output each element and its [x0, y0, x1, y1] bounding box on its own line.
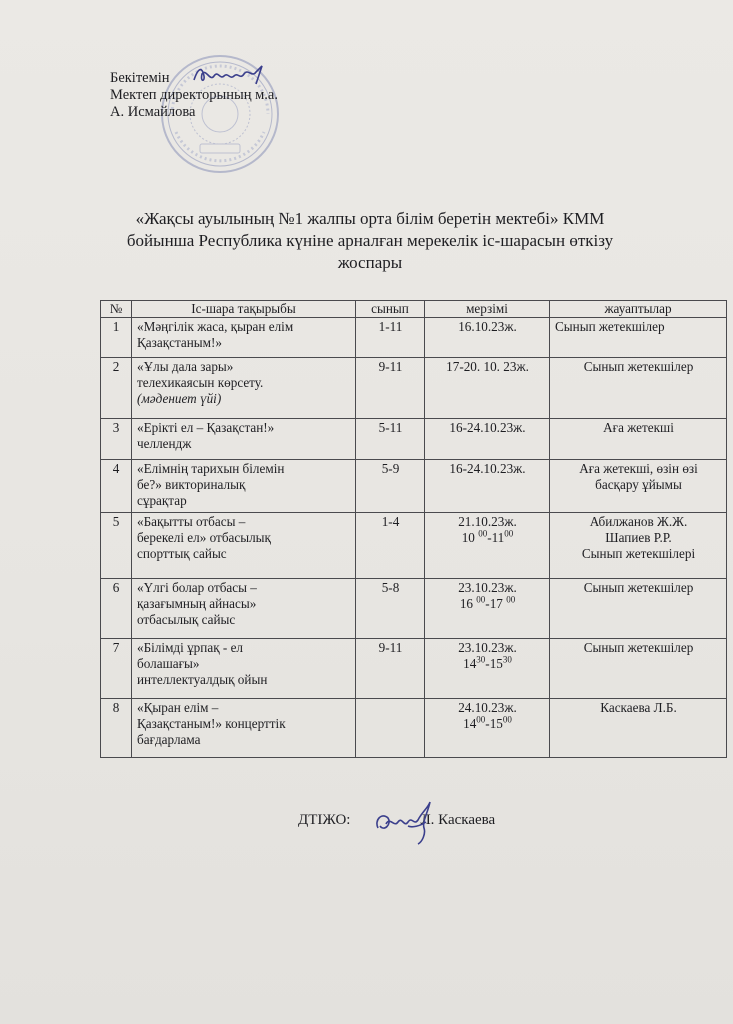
responsible-line: Сынып жетекшілер: [555, 319, 665, 334]
grade-value: 5-11: [378, 420, 403, 435]
cell-topic: [132, 513, 356, 579]
date-value: 16-24.10.23ж.: [449, 461, 526, 476]
title-line-1: «Жақсы ауылының №1 жалпы орта білім беретін мектебі» КММ: [135, 209, 605, 228]
topic-line: болашағы»: [137, 656, 200, 671]
cell-responsible: [550, 419, 727, 460]
cell-date: [425, 358, 550, 419]
topic-note: (мәдениет үйі): [137, 391, 222, 406]
table-row: [101, 419, 727, 460]
responsible-line: Аға жетекші, өзін өзі: [579, 461, 698, 476]
table-header-row: [101, 301, 727, 318]
date-value: 21.10.23ж.: [458, 514, 517, 529]
responsible-line: Сынып жетекшілері: [581, 546, 696, 561]
topic-line: «Елімнің тарихын білемін: [137, 461, 285, 476]
table-row: [101, 318, 727, 358]
date-value: 24.10.23ж.: [458, 700, 517, 715]
cell-number: [101, 699, 132, 758]
time-hours: 16: [459, 596, 477, 611]
footer-label: ДТІЖО:: [298, 812, 351, 828]
table-row: [101, 579, 727, 639]
time-range: [430, 716, 545, 732]
cell-responsible: [550, 513, 727, 579]
table-row: [101, 699, 727, 758]
topic-line: отбасылық сайыс: [137, 612, 236, 627]
date-value: 16.10.23ж.: [458, 319, 517, 334]
cell-number: [101, 579, 132, 639]
cell-number: [101, 513, 132, 579]
topic-line: «Үлгі болар отбасы –: [137, 580, 257, 595]
topic-line: берекелі ел» отбасылық: [137, 530, 271, 545]
cell-number: [101, 318, 132, 358]
table-row: [101, 639, 727, 699]
cell-responsible: [550, 639, 727, 699]
cell-grade: [356, 318, 425, 358]
header-number: №: [101, 301, 132, 318]
row-number: 3: [112, 420, 120, 435]
approver-name: А. Исмайлова: [110, 104, 196, 120]
row-number: 7: [112, 640, 120, 655]
topic-line: Қазақстаным!» концерттік: [137, 716, 286, 731]
header-grade: сынып: [356, 301, 425, 318]
topic-line: қазағымның айнасы»: [137, 596, 257, 611]
cell-grade: [356, 358, 425, 419]
time-hours: -11: [487, 530, 505, 545]
topic-line: телехикаясын көрсету.: [137, 375, 264, 390]
title-line-3: жоспары: [337, 253, 403, 272]
cell-grade: [356, 460, 425, 513]
responsible-line: Аға жетекші: [603, 420, 674, 435]
date-value: 23.10.23ж.: [458, 640, 517, 655]
responsible-line: басқару ұйымы: [595, 477, 682, 492]
time-minutes: 00: [476, 714, 486, 725]
grade-value: 5-9: [381, 461, 400, 476]
time-minutes: 30: [476, 654, 486, 665]
topic-line: сұрақтар: [137, 493, 187, 508]
topic-line: челлендж: [137, 436, 192, 451]
time-minutes: 00: [502, 714, 512, 725]
topic-line: «Мәңгілік жаса, қыран елім: [137, 319, 294, 334]
time-range: [430, 656, 545, 672]
cell-grade: [356, 513, 425, 579]
time-minutes: 00: [504, 528, 514, 539]
topic-line: «Ерікті ел – Қазақстан!»: [137, 420, 275, 435]
date-value: 16-24.10.23ж.: [449, 420, 526, 435]
cell-responsible: [550, 460, 727, 513]
approval-label: Бекітемін: [110, 70, 170, 86]
approver-position: Мектеп директорының м.а.: [110, 87, 278, 103]
cell-number: [101, 419, 132, 460]
responsible-line: Абилжанов Ж.Ж.: [589, 514, 688, 529]
title-line-2: бойынша Республика күніне арналған мерекелік іс-шарасын өткізу: [126, 231, 614, 250]
time-minutes: 00: [476, 594, 486, 605]
cell-number: [101, 460, 132, 513]
row-number: 2: [112, 359, 120, 374]
row-number: 6: [112, 580, 120, 595]
date-value: 23.10.23ж.: [458, 580, 517, 595]
time-hours: -15: [485, 656, 503, 671]
topic-line: «Қыран елім –: [137, 700, 219, 715]
cell-date: [425, 419, 550, 460]
cell-number: [101, 358, 132, 419]
cell-topic: [132, 460, 356, 513]
grade-value: 9-11: [378, 640, 403, 655]
row-number: 8: [112, 700, 120, 715]
document-title: [110, 208, 630, 274]
grade-value: 1-11: [378, 319, 403, 334]
topic-line: спорттық сайыс: [137, 546, 227, 561]
responsible-line: Сынып жетекшілер: [583, 580, 694, 595]
topic-line: «Білімді ұрпақ - ел: [137, 640, 244, 655]
topic-line: бағдарлама: [137, 732, 201, 747]
date-value: 17-20. 10. 23ж.: [446, 359, 529, 374]
time-minutes: 00: [506, 594, 516, 605]
cell-date: [425, 699, 550, 758]
header-date: мерзімі: [425, 301, 550, 318]
cell-responsible: [550, 318, 727, 358]
cell-number: [101, 639, 132, 699]
cell-responsible: [550, 358, 727, 419]
topic-line: бе?» викториналық: [137, 477, 246, 492]
topic-line: интеллектуалдық ойын: [137, 672, 268, 687]
time-hours: 10: [461, 530, 479, 545]
row-number: 1: [112, 319, 120, 334]
responsible-line: Шапиев Р.Р.: [605, 530, 672, 545]
time-hours: 14: [463, 716, 477, 731]
coordinator-signature: [372, 798, 442, 846]
cell-date: [425, 639, 550, 699]
footer-name: Л. Каскаева: [420, 812, 496, 828]
grade-value: 1-4: [381, 514, 400, 529]
row-number: 5: [112, 514, 120, 529]
cell-grade: [356, 699, 425, 758]
time-hours: -17: [485, 596, 507, 611]
cell-grade: [356, 419, 425, 460]
topic-line: «Бақытты отбасы –: [137, 514, 246, 529]
responsible-line: Сынып жетекшілер: [583, 640, 694, 655]
responsible-line: Сынып жетекшілер: [583, 359, 694, 374]
table-row: [101, 513, 727, 579]
grade-value: 5-8: [381, 580, 400, 595]
cell-responsible: [550, 579, 727, 639]
time-hours: 14: [463, 656, 477, 671]
cell-date: [425, 579, 550, 639]
time-range: [430, 530, 545, 546]
cell-responsible: [550, 699, 727, 758]
time-minutes: 30: [502, 654, 512, 665]
header-topic: Іс-шара тақырыбы: [132, 301, 356, 318]
cell-topic: [132, 318, 356, 358]
topic-line: «Ұлы дала зары»: [137, 359, 234, 374]
cell-topic: [132, 579, 356, 639]
table-row: [101, 460, 727, 513]
cell-topic: [132, 639, 356, 699]
cell-date: [425, 318, 550, 358]
cell-grade: [356, 579, 425, 639]
cell-date: [425, 460, 550, 513]
table-row: [101, 358, 727, 419]
events-table: [100, 300, 727, 758]
cell-topic: [132, 419, 356, 460]
cell-topic: [132, 699, 356, 758]
time-range: [430, 596, 545, 612]
cell-topic: [132, 358, 356, 419]
cell-date: [425, 513, 550, 579]
time-hours: -15: [485, 716, 503, 731]
responsible-line: Каскаева Л.Б.: [600, 700, 677, 715]
row-number: 4: [112, 461, 120, 476]
header-responsible: жауаптылар: [550, 301, 727, 318]
grade-value: 9-11: [378, 359, 403, 374]
topic-line: Қазақстаным!»: [137, 335, 222, 350]
cell-grade: [356, 639, 425, 699]
time-minutes: 00: [478, 528, 488, 539]
director-signature: [190, 62, 270, 88]
